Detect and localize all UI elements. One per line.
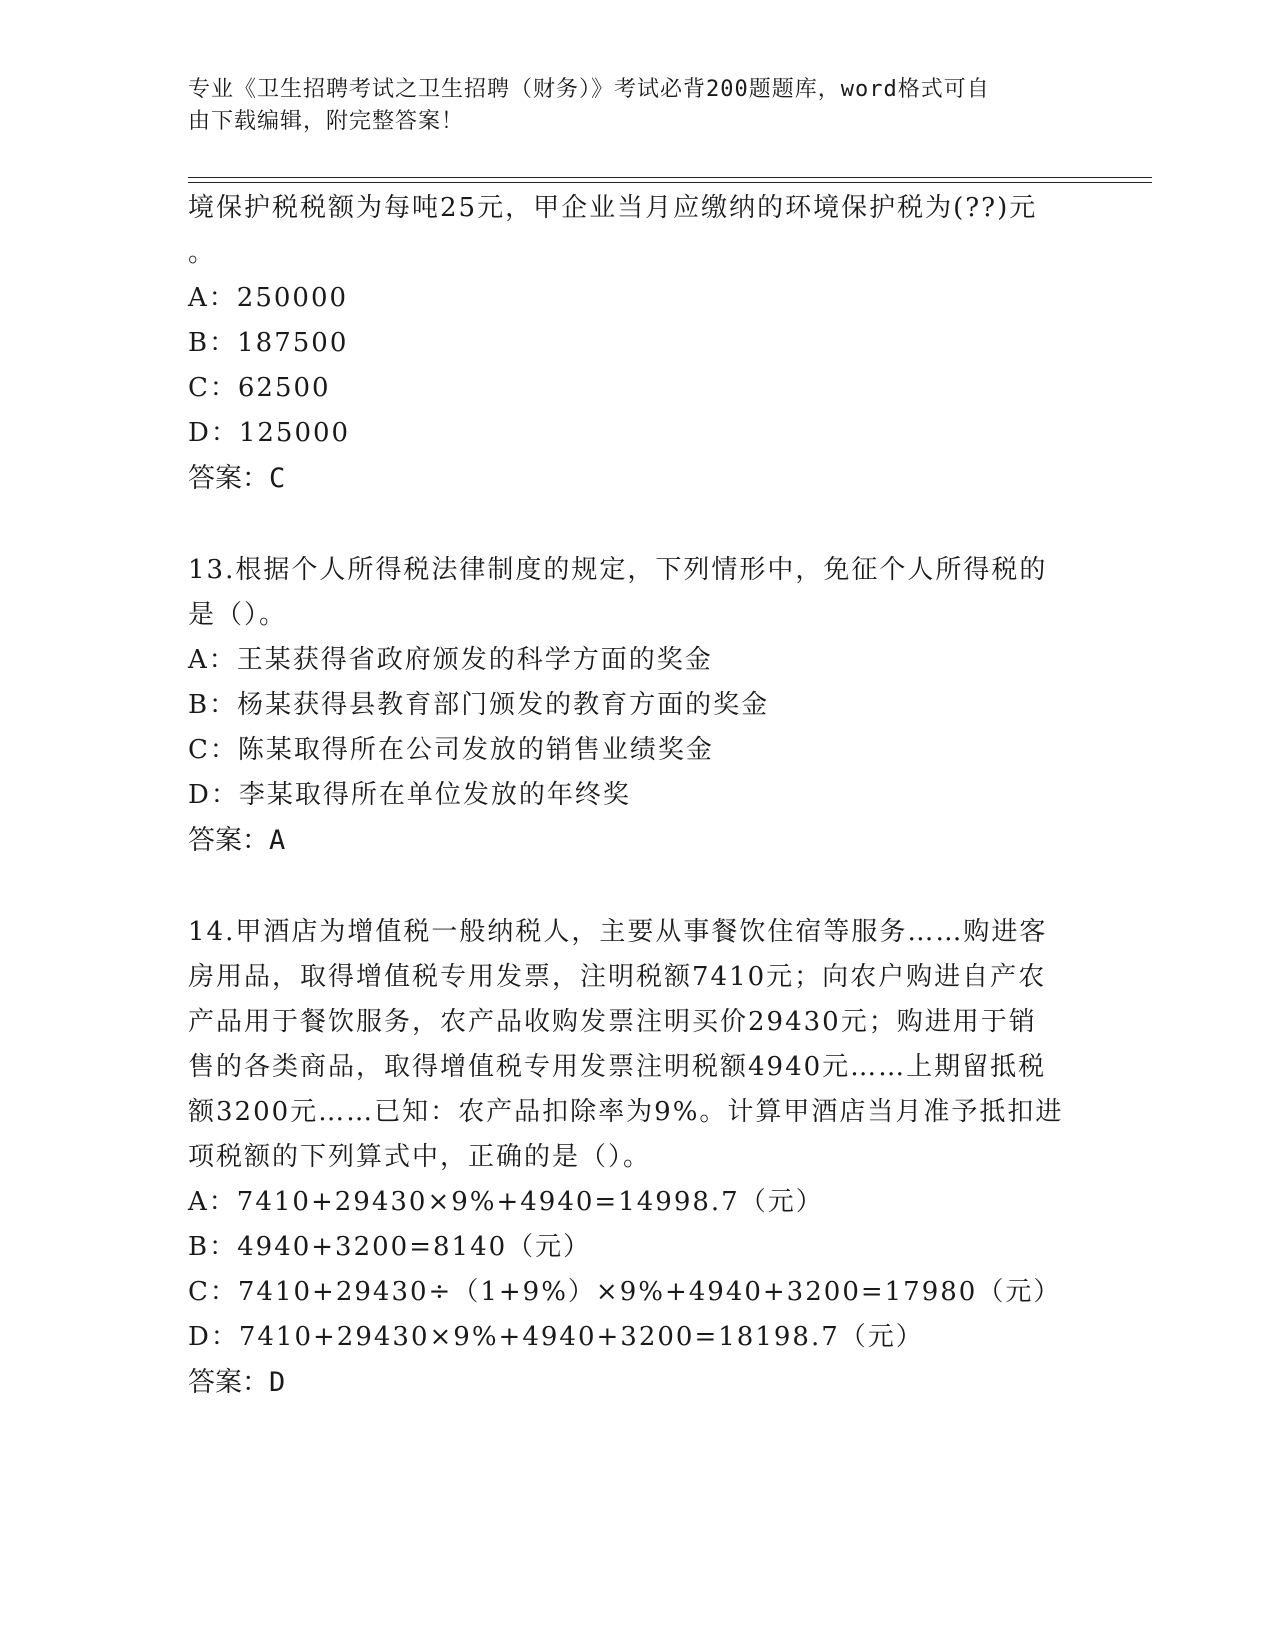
answer-line: 答案：A xyxy=(188,825,286,856)
question-text-line: 产品用于餐饮服务，农产品收购发票注明买价29430元；购进用于销 xyxy=(188,1007,1037,1037)
question-13 xyxy=(188,548,1088,863)
option-d: D：7410+29430×9%+4940+3200=18198.7（元） xyxy=(188,1322,924,1352)
option-a: A：250000 xyxy=(188,283,349,313)
option-a: A：王某获得省政府颁发的科学方面的奖金 xyxy=(188,645,713,675)
question-12 xyxy=(188,186,1088,501)
question-text-line: 境保护税税额为每吨25元，甲企业当月应缴纳的环境保护税为(??)元 xyxy=(188,193,1038,223)
question-text-line: 额3200元……已知：农产品扣除率为9%。计算甲酒店当月准予抵扣进 xyxy=(188,1097,1064,1127)
option-b: B：杨某获得县教育部门颁发的教育方面的奖金 xyxy=(188,690,770,720)
question-text-line: 是（）。 xyxy=(188,600,288,630)
option-b: B：4940+3200=8140（元） xyxy=(188,1232,592,1262)
question-content xyxy=(188,186,1088,1405)
option-b: B：187500 xyxy=(188,328,349,358)
option-c: C：陈某取得所在公司发放的销售业绩奖金 xyxy=(188,735,714,765)
answer-line: 答案：C xyxy=(188,463,286,494)
header-line-2: 由下载编辑，附完整答案！ xyxy=(188,109,465,134)
question-text-line: 13.根据个人所得税法律制度的规定，下列情形中，免征个人所得税的 xyxy=(188,555,1048,585)
question-text-line: 。 xyxy=(188,238,217,268)
question-text-line: 项税额的下列算式中，正确的是（）。 xyxy=(188,1142,652,1172)
spacer xyxy=(188,501,1088,548)
option-c: C：62500 xyxy=(188,373,331,403)
option-a: A：7410+29430×9%+4940=14998.7（元） xyxy=(188,1187,824,1217)
question-14 xyxy=(188,910,1088,1405)
header-line-1: 专业《卫生招聘考试之卫生招聘（财务）》考试必背200题题库，word格式可自 xyxy=(188,77,990,102)
option-d: D：125000 xyxy=(188,418,351,448)
option-c: C：7410+29430÷（1+9%）×9%+4940+3200=17980（元） xyxy=(188,1277,1062,1307)
header-divider-top xyxy=(188,177,1152,178)
document-header xyxy=(188,74,1088,138)
spacer xyxy=(188,863,1088,910)
answer-line: 答案：D xyxy=(188,1367,286,1398)
option-d: D：李某取得所在单位发放的年终奖 xyxy=(188,780,631,810)
question-text-line: 房用品，取得增值税专用发票，注明税额7410元；向农户购进自产农 xyxy=(188,962,1047,992)
header-divider-bottom xyxy=(188,182,1152,183)
question-text-line: 14.甲酒店为增值税一般纳税人，主要从事餐饮住宿等服务……购进客 xyxy=(188,917,1048,947)
question-text-line: 售的各类商品，取得增值税专用发票注明税额4940元……上期留抵税 xyxy=(188,1052,1047,1082)
